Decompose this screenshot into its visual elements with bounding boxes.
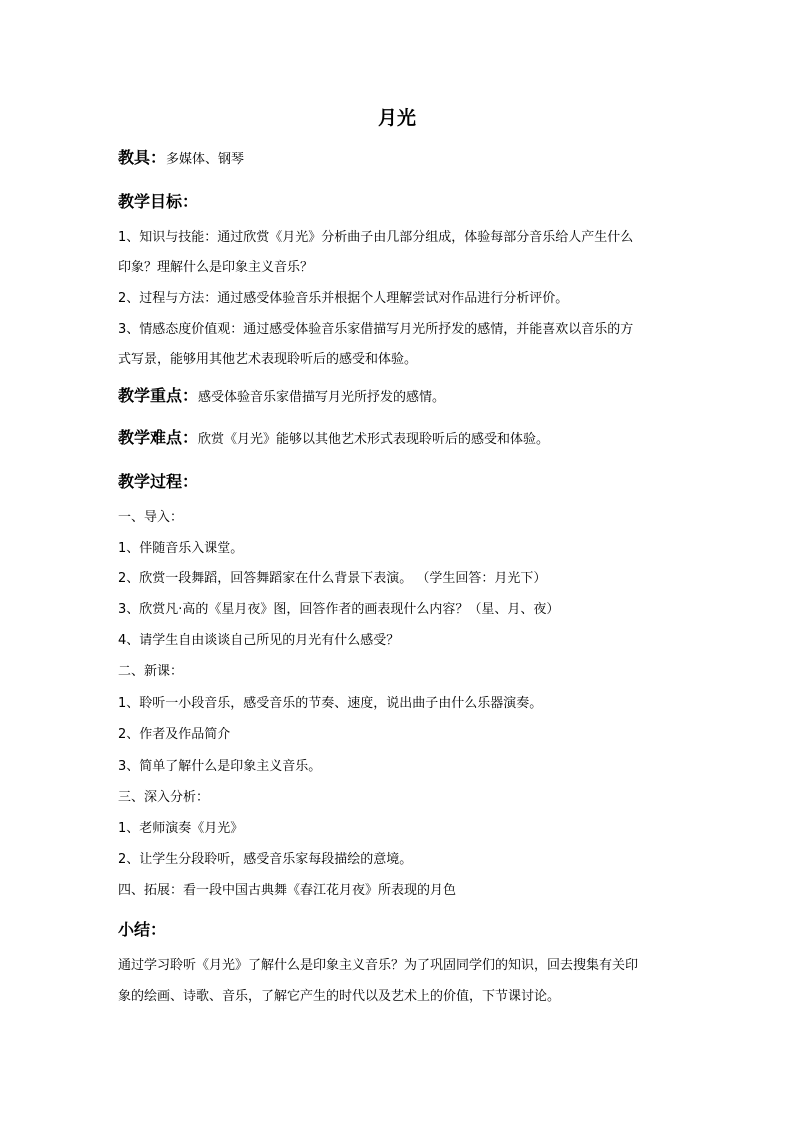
process-line: 3、欣赏凡·高的《星月夜》图，回答作者的画表现什么内容？（星、月、夜） — [118, 602, 560, 617]
teaching-tools-label: 教具： — [118, 148, 167, 167]
summary-line: 象的绘画、诗歌、音乐，了解它产生的时代以及艺术上的价值，下节课讨论。 — [118, 989, 561, 1004]
objective-line: 2、过程与方法：通过感受体验音乐并根据个人理解尝试对作品进行分析评价。 — [118, 291, 569, 306]
process-line: 3、简单了解什么是印象主义音乐。 — [118, 759, 322, 774]
objective-line: 3、情感态度价值观：通过感受体验音乐家借描写月光所抒发的感情，并能喜欢以音乐的方 — [118, 322, 634, 337]
process-line: 四、拓展：看一段中国古典舞《春江花月夜》所表现的月色 — [118, 883, 457, 898]
process-line: 三、深入分析： — [118, 790, 210, 805]
difficulty-line — [118, 428, 549, 450]
key-point-value: 感受体验音乐家借描写月光所抒发的感情。 — [198, 390, 446, 405]
process-line: 1、伴随音乐入课堂。 — [118, 541, 244, 556]
process-line: 一、导入： — [118, 510, 184, 525]
difficulty-label: 教学难点： — [118, 428, 199, 447]
process-line: 1、老师演奏《月光》 — [118, 821, 244, 836]
summary-heading: 小结： — [118, 920, 167, 939]
process-line: 2、让学生分段聆听，感受音乐家每段描绘的意境。 — [118, 852, 413, 867]
difficulty-value: 欣赏《月光》能够以其他艺术形式表现聆听后的感受和体验。 — [198, 432, 550, 447]
page-title: 月光 — [377, 107, 416, 129]
process-line: 二、新课： — [118, 664, 184, 679]
objective-line: 1、知识与技能：通过欣赏《月光》分析曲子由几部分组成，体验每部分音乐给人产生什么 — [118, 230, 634, 245]
process-line: 2、欣赏一段舞蹈，回答舞蹈家在什么背景下表演。 （学生回答：月光下） — [118, 571, 547, 586]
objective-line: 式写景，能够用其他艺术表现聆听后的感受和体验。 — [118, 352, 418, 367]
objective-line: 印象？理解什么是印象主义音乐？ — [118, 260, 314, 275]
key-point-label: 教学重点： — [118, 386, 199, 405]
teaching-tools-value: 多媒体、钢琴 — [166, 152, 245, 167]
summary-line: 通过学习聆听《月光》了解什么是印象主义音乐？为了巩固同学们的知识，回去搜集有关印 — [118, 958, 639, 973]
process-heading: 教学过程： — [118, 472, 199, 491]
process-line: 1、聆听一小段音乐，感受音乐的节奏、速度，说出曲子由什么乐器演奏。 — [118, 696, 543, 711]
teaching-tools-line — [118, 148, 244, 170]
process-line: 4、请学生自由谈谈自己所见的月光有什么感受？ — [118, 633, 400, 648]
objectives-heading: 教学目标： — [118, 192, 199, 211]
process-line: 2、作者及作品简介 — [118, 727, 231, 742]
key-point-line — [118, 386, 445, 408]
